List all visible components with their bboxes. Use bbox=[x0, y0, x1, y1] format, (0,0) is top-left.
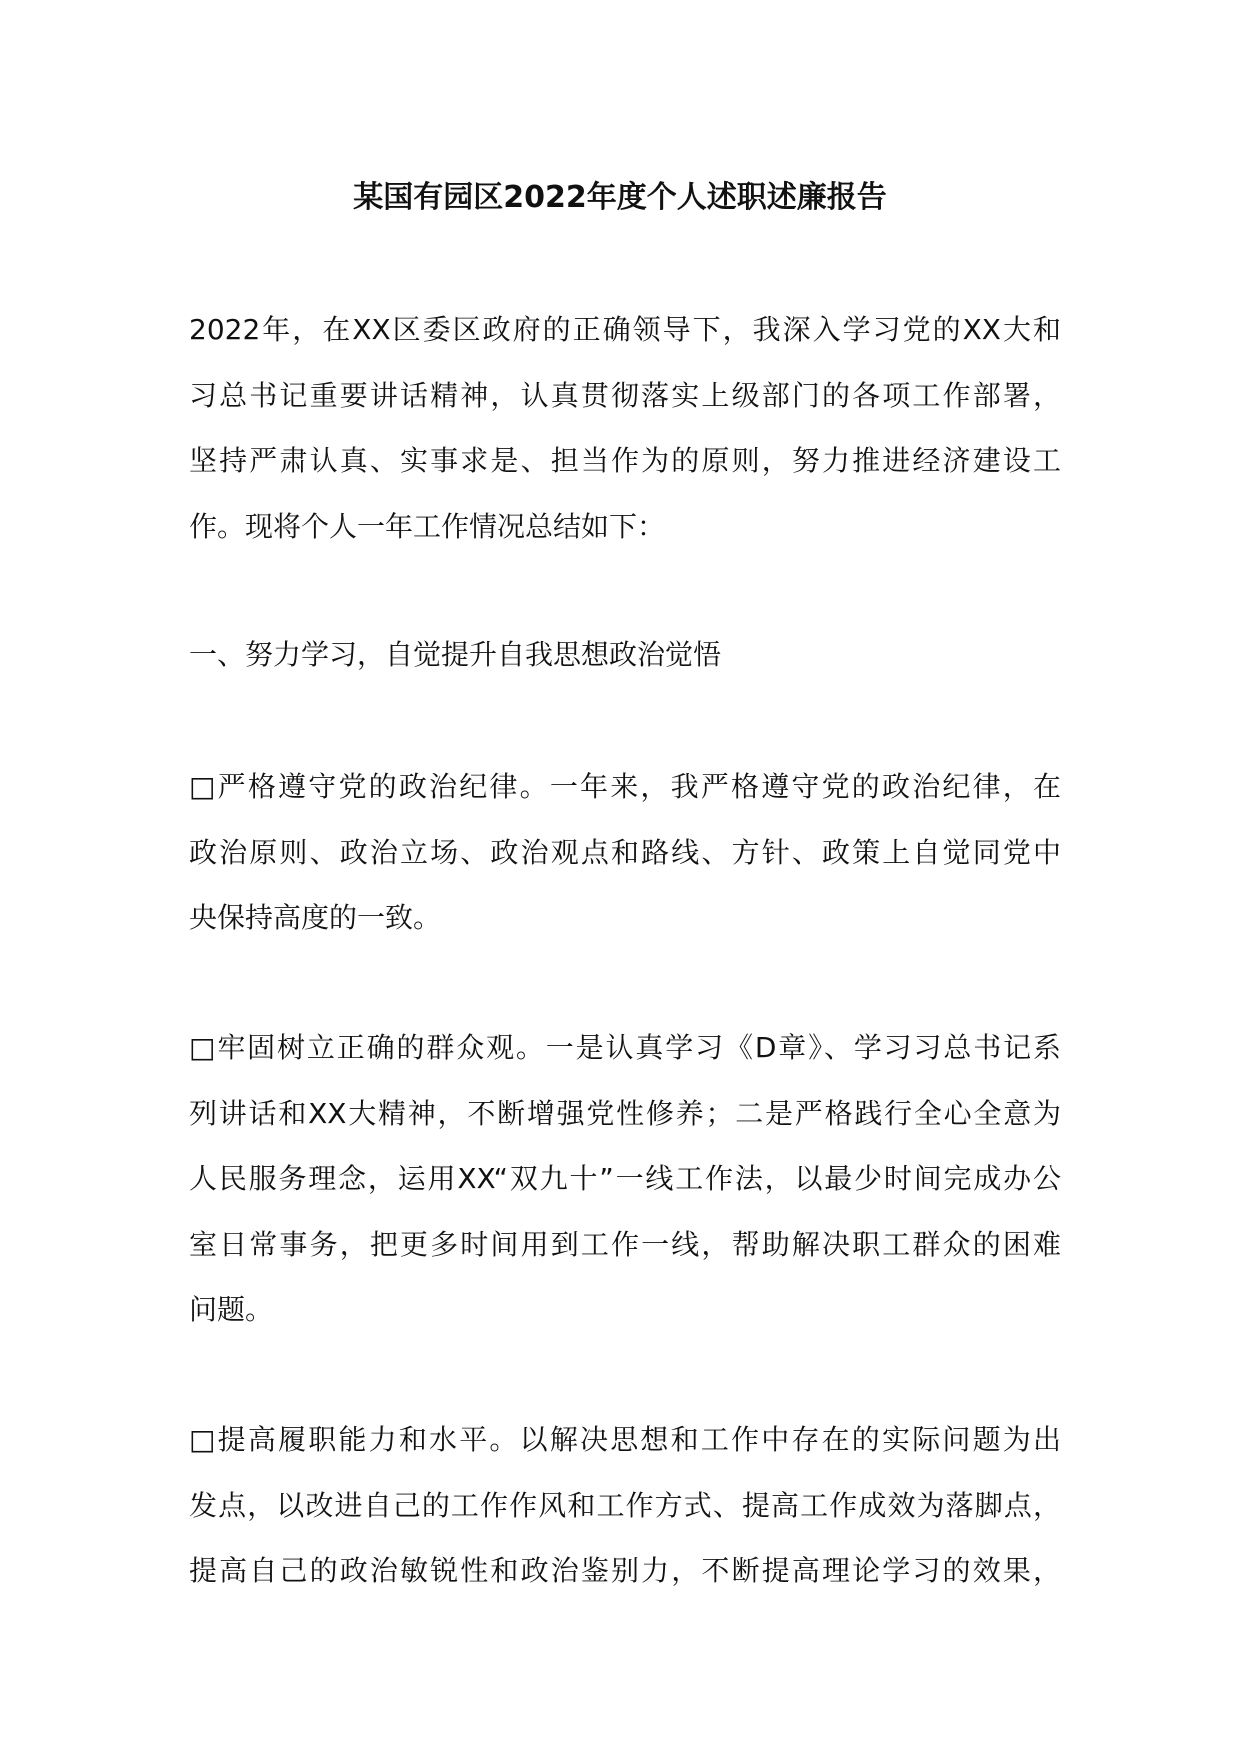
paragraph-mass-view bbox=[189, 1028, 1061, 1356]
text-line: □提高履职能力和水平。以解决思想和工作中存在的实际问题为出 bbox=[189, 1423, 1061, 1456]
text-line: 提高自己的政治敏锐性和政治鉴别力，不断提高理论学习的效果， bbox=[189, 1554, 1061, 1587]
text-line: □严格遵守党的政治纪律。一年来，我严格遵守党的政治纪律，在 bbox=[189, 770, 1061, 803]
heading-text: 一、努力学习，自觉提升自我思想政治觉悟 bbox=[189, 638, 722, 671]
document-title: 某国有园区2022年度个人述职述廉报告 bbox=[353, 180, 887, 215]
text-line: 政治原则、政治立场、政治观点和路线、方针、政策上自觉同党中 bbox=[189, 835, 1061, 869]
text-line: 室日常事务，把更多时间用到工作一线，帮助解决职工群众的困难 bbox=[189, 1227, 1061, 1261]
text-line: 人民服务理念，运用XX“双九十”一线工作法，以最少时间完成办公 bbox=[189, 1162, 1061, 1195]
intro-paragraph bbox=[189, 310, 1061, 572]
text-line: 问题。 bbox=[189, 1293, 274, 1326]
text-line: □牢固树立正确的群众观。一是认真学习《D章》、学习习总书记系 bbox=[189, 1031, 1061, 1064]
paragraph-ability bbox=[189, 1420, 1061, 1617]
paragraph-political-discipline bbox=[189, 767, 1061, 964]
text-line: 2022年，在XX区委区政府的正确领导下，我深入学习党的XX大和 bbox=[189, 313, 1061, 346]
text-line: 发点，以改进自己的工作作风和工作方式、提高工作成效为落脚点， bbox=[189, 1488, 1061, 1522]
text-line: 列讲话和XX大精神，不断增强党性修养；二是严格践行全心全意为 bbox=[189, 1096, 1061, 1130]
text-line: 坚持严肃认真、实事求是、担当作为的原则，努力推进经济建设工 bbox=[189, 444, 1061, 477]
text-line: 作。现将个人一年工作情况总结如下： bbox=[189, 509, 666, 543]
text-line: 习总书记重要讲话精神，认真贯彻落实上级部门的各项工作部署， bbox=[189, 378, 1061, 412]
text-line: 央保持高度的一致。 bbox=[189, 901, 442, 934]
section-heading bbox=[189, 635, 1061, 701]
